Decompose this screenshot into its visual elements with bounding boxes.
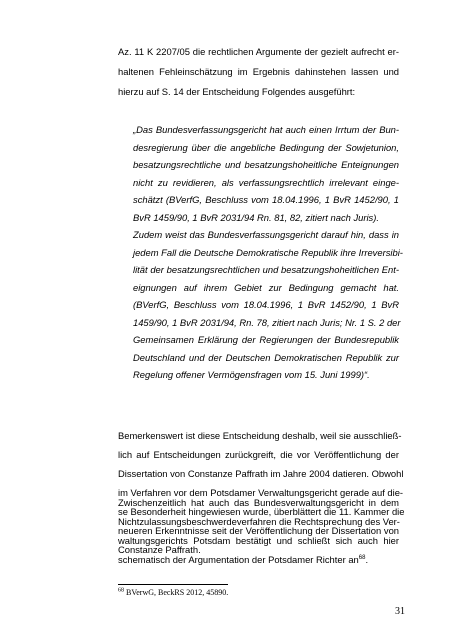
paragraph-3-line bbox=[118, 516, 399, 528]
paragraph-2-line: neueren Erkenntnisse seit der Veröffentlichung der Dissertation von bbox=[118, 525, 399, 536]
quote-line: BvR 1459/90, 1 BvR 2031/94 Rn. 81, 82, zitiert nach Juris). bbox=[133, 211, 379, 223]
quote-line: Regelung offener Vermögensfragen vom 15. Juni 1999)“. bbox=[133, 369, 370, 380]
paragraph-3-line bbox=[118, 535, 399, 547]
quote-line: lität der besatzungsrechtlichen und besatzungshoheitlichen Ent- bbox=[133, 264, 399, 275]
paragraph-1-line: hierzu auf S. 14 der Entscheidung Folgendes ausgeführt: bbox=[118, 86, 356, 97]
paragraph-2-line: Bemerkenswert ist diese Entscheidung deshalb, weil sie ausschließ- bbox=[118, 430, 402, 441]
paragraph-3-line-text: waltungsgerichts Potsdam bestätigt und schließt sich auch hier bbox=[118, 535, 399, 546]
quote-line: „Das Bundesverfassungsgericht hat auch einen Irrtum der Bun- bbox=[133, 124, 399, 135]
footnote-text: BVerwG, BeckRS 2012, 45890. bbox=[124, 588, 229, 597]
quote-line: Zudem weist das Bundesverfassungsgericht darauf hin, dass in bbox=[133, 229, 399, 240]
quote-line: Deutschland und der Deutschen Demokratischen Republik zur bbox=[133, 351, 399, 363]
quote-line: schätzt (BVerfG, Beschluss vom 18.04.1996, 1 BvR 1452/90, 1 bbox=[133, 194, 399, 205]
quote-line: jedem Fall die Deutsche Demokratische Republik ihre Irreversibi- bbox=[133, 246, 403, 258]
footnote-divider bbox=[118, 584, 228, 585]
footnote-marker: 68 bbox=[118, 587, 124, 594]
footnote bbox=[118, 588, 228, 598]
paragraph-2-line: Constanze Paffrath. bbox=[118, 544, 201, 555]
paragraph-2-line: im Verfahren vor dem Potsdamer Verwaltungsgericht gerade auf die- bbox=[118, 487, 404, 498]
paragraph-3-line-text: Nichtzulassungsbeschwerdeverfahren die Rechtsprechung des Ver- bbox=[118, 516, 400, 527]
quote-line: (BVerfG, Beschluss vom 18.04.1996, 1 BvR 1452/90, 1 BvR bbox=[133, 299, 399, 310]
footnote-reference: 68 bbox=[358, 554, 366, 561]
paragraph-3-line bbox=[118, 554, 399, 566]
paragraph-2-line: lich auf Entscheidungen zurückgreift, die vor Veröffentlichung der bbox=[118, 449, 399, 460]
paragraph-3-line-text: Zwischenzeitlich hat auch das Bundesverwaltungsgericht in dem bbox=[118, 497, 399, 508]
quote-line: eignungen auf ihrem Gebiet zur Bedingung gemacht hat. bbox=[133, 281, 399, 293]
quote-line: nicht zu revidieren, als verfassungsrechtlich irrelevant einge- bbox=[133, 176, 399, 188]
paragraph-2-line: se Besonderheit hingewiesen wurde, überblättert die 11. Kammer die bbox=[118, 506, 405, 517]
paragraph-3-line-text: schematisch der Argumentation der Potsdamer Richter an bbox=[118, 554, 359, 565]
quote-line: Gemeinsamen Erklärung der Regierungen der Bundesrepublik bbox=[133, 334, 399, 345]
paragraph-2-line: Dissertation von Constanze Paffrath im Jahre 2004 datieren. Obwohl bbox=[118, 468, 404, 479]
paragraph-1-line: haltenen Fehleinschätzung im Ergebnis dahinstehen lassen und bbox=[118, 66, 399, 77]
quote-line: 1459/90, 1 BvR 2031/94, Rn. 78, zitiert nach Juris; Nr. 1 S. 2 der bbox=[133, 316, 401, 328]
quote-line: desregierung über die angebliche Bedingung der Sowjetunion, bbox=[133, 141, 399, 153]
paragraph-1-line: Az. 11 K 2207/05 die rechtlichen Argumente der gezielt aufrecht er- bbox=[118, 46, 399, 57]
paragraph-3-line bbox=[118, 497, 399, 509]
paragraph-3-end-punctuation: . bbox=[365, 554, 369, 565]
quote-line: besatzungsrechtliche und besatzungshoheitliche Enteignungen bbox=[133, 159, 399, 170]
page-number: 31 bbox=[395, 606, 405, 617]
